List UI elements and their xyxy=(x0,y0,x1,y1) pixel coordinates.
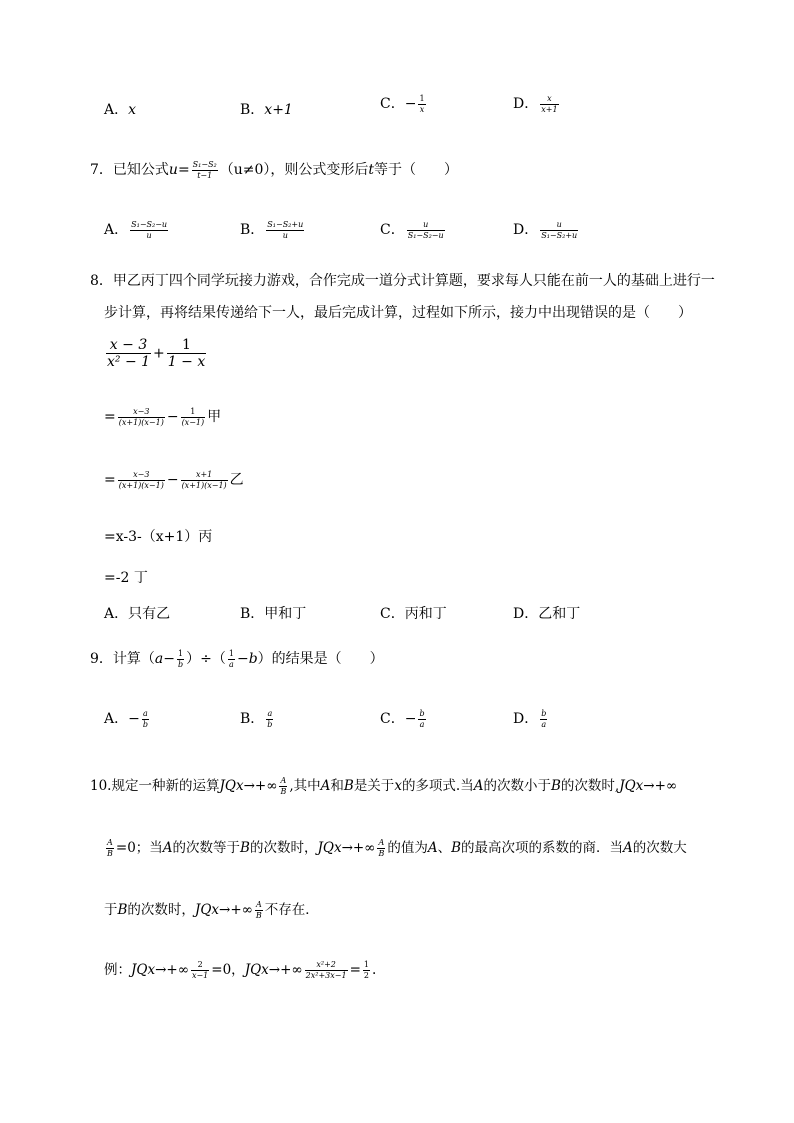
q6-option-b: B．x+1 xyxy=(240,102,293,118)
q9-option-c: C．− $\frac{b}{a}$ xyxy=(380,708,425,729)
q10-line3-fraction: $\frac{A}{B}$ xyxy=(255,900,262,920)
q7-option-b: B． $\frac{\text{S₁−S₂+u}}{u}$ xyxy=(240,219,304,240)
q7-option-d: D． $\frac{u}{\text{S₁−S₂+u}}$ xyxy=(513,219,578,240)
q9-stem: 9．计算（a− $\frac{1}{b}$ ）÷（ $\frac{1}{a}$ −b）的结果是（ ） xyxy=(90,648,384,669)
q10-line1-fraction: $\frac{A}{B}$ xyxy=(280,776,287,796)
q8-stem-line2: 步计算，再将结果传递给下一人，最后完成计算，过程如下所示，接力中出现错误的是（ ） xyxy=(104,305,692,321)
q8-step-ding: =-2 丁 xyxy=(104,570,148,586)
q8-option-c: C．丙和丁 xyxy=(380,606,447,622)
q7-a-fraction: $\frac{\text{S₁−S₂−u}}{u}$ xyxy=(131,219,168,240)
q9-c-fraction: $\frac{b}{a}$ xyxy=(419,708,425,729)
q9-option-d: D． $\frac{b}{a}$ xyxy=(513,708,547,729)
q8-expr-fraction-2: $\frac{1}{1 - x}$ xyxy=(167,337,206,370)
q7-c-fraction: $\frac{u}{\text{S₁−S₂−u}}$ xyxy=(407,219,444,240)
q8-step1-fraction-2: $\frac{1}{(x-1)}$ xyxy=(181,406,205,427)
q7-b-fraction: $\frac{\text{S₁−S₂+u}}{u}$ xyxy=(267,219,304,240)
q9-fraction-2: $\frac{1}{a}$ xyxy=(228,648,234,669)
q7-d-fraction: $\frac{u}{\text{S₁−S₂+u}}$ xyxy=(541,219,578,240)
q8-step2-fraction-2: $\frac{x+1}{(x+1)(x-1)}$ xyxy=(181,469,227,490)
q7-option-a: A． $\frac{\text{S₁−S₂−u}}{u}$ xyxy=(104,219,168,240)
q8-expression: $\frac{x - 3}{\text{x² − 1}}$ + $\frac{1}{1 - x}$ xyxy=(107,337,206,370)
q9-b-fraction: $\frac{a}{b}$ xyxy=(267,708,273,729)
q7-formula-fraction: $\frac{\text{S₁−S₂}}{t-1}$ xyxy=(192,159,217,180)
q8-option-d: D．乙和丁 xyxy=(513,606,581,622)
q8-expr-fraction-1: $\frac{x - 3}{\text{x² − 1}}$ xyxy=(107,337,151,370)
q8-step2-fraction-1: $\frac{x-3}{(x+1)(x-1)}$ xyxy=(118,469,164,490)
q6-d-fraction: $\frac{x}{x+1}$ xyxy=(541,93,558,114)
q9-a-fraction: $\frac{a}{b}$ xyxy=(142,708,148,729)
q10-example-fraction-2: $\frac{\text{x²+2}}{\text{2x²+3x−1}}$ xyxy=(305,960,347,980)
q10-line2-fraction-2: $\frac{A}{B}$ xyxy=(378,838,385,858)
q10-line3: 于B的次数时，JQx→+∞ $\frac{A}{B}$ 不存在． xyxy=(104,900,319,920)
q9-fraction-1: $\frac{1}{b}$ xyxy=(178,648,184,669)
q8-option-a: A．只有乙 xyxy=(104,606,171,622)
q7-stem: 7．已知公式u= $\frac{\text{S₁−S₂}}{t-1}$ （u≠0），则公式变形后t等于（ ） xyxy=(90,159,459,180)
q10-example-fraction-3: $\frac{1}{2}$ xyxy=(363,960,369,980)
q7-option-c: C． $\frac{u}{\text{S₁−S₂−u}}$ xyxy=(380,219,444,240)
q9-option-a: A．− $\frac{a}{b}$ xyxy=(104,708,148,729)
q8-step-jia: = $\frac{x-3}{(x+1)(x-1)}$ − $\frac{1}{(x-1)}$ 甲 xyxy=(104,406,222,427)
q8-stem-line1: 8．甲乙丙丁四个同学玩接力游戏，合作完成一道分式计算题，要求每人只能在前一人的基础上进行一 xyxy=(90,273,715,289)
q9-d-fraction: $\frac{b}{a}$ xyxy=(541,708,547,729)
q10-example: 例：JQx→+∞ $\frac{2}{x-1}$ =0，JQx→+∞ $\frac{\text{x²+2}}{\text{2x²+3x−1}}$ = $\frac{1}{2}$ . xyxy=(104,960,377,980)
q8-step-bing: =x-3-（x+1）丙 xyxy=(104,529,213,545)
q8-step1-fraction-1: $\frac{x-3}{(x+1)(x-1)}$ xyxy=(118,406,164,427)
q9-option-b: B． $\frac{a}{b}$ xyxy=(240,708,273,729)
q8-option-b: B．甲和丁 xyxy=(240,606,307,622)
q6-option-c: C．− $\frac{1}{x}$ xyxy=(380,93,425,114)
q10-line2: $\frac{A}{B}$ =0；当A的次数等于B的次数时，JQx→+∞ $\frac{A}{B}$ 的值为A、B的最高次项的系数的商．当A的次数大 xyxy=(107,838,687,858)
q6-option-d: D． $\frac{x}{x+1}$ xyxy=(513,93,558,114)
q6-c-fraction: $\frac{1}{x}$ xyxy=(419,93,425,114)
q8-step-yi: = $\frac{x-3}{(x+1)(x-1)}$ − $\frac{x+1}{(x+1)(x-1)}$ 乙 xyxy=(104,469,244,490)
q10-line1: 10.规定一种新的运算JQx→+∞ $\frac{A}{B}$ ,其中A和B是关于x的多项式.当A的次数小于B的次数时,JQx→+∞ xyxy=(90,776,678,796)
q10-line2-fraction-1: $\frac{A}{B}$ xyxy=(107,838,113,858)
q10-example-fraction-1: $\frac{2}{x-1}$ xyxy=(191,960,209,980)
q6-option-a: A．x xyxy=(104,102,137,118)
